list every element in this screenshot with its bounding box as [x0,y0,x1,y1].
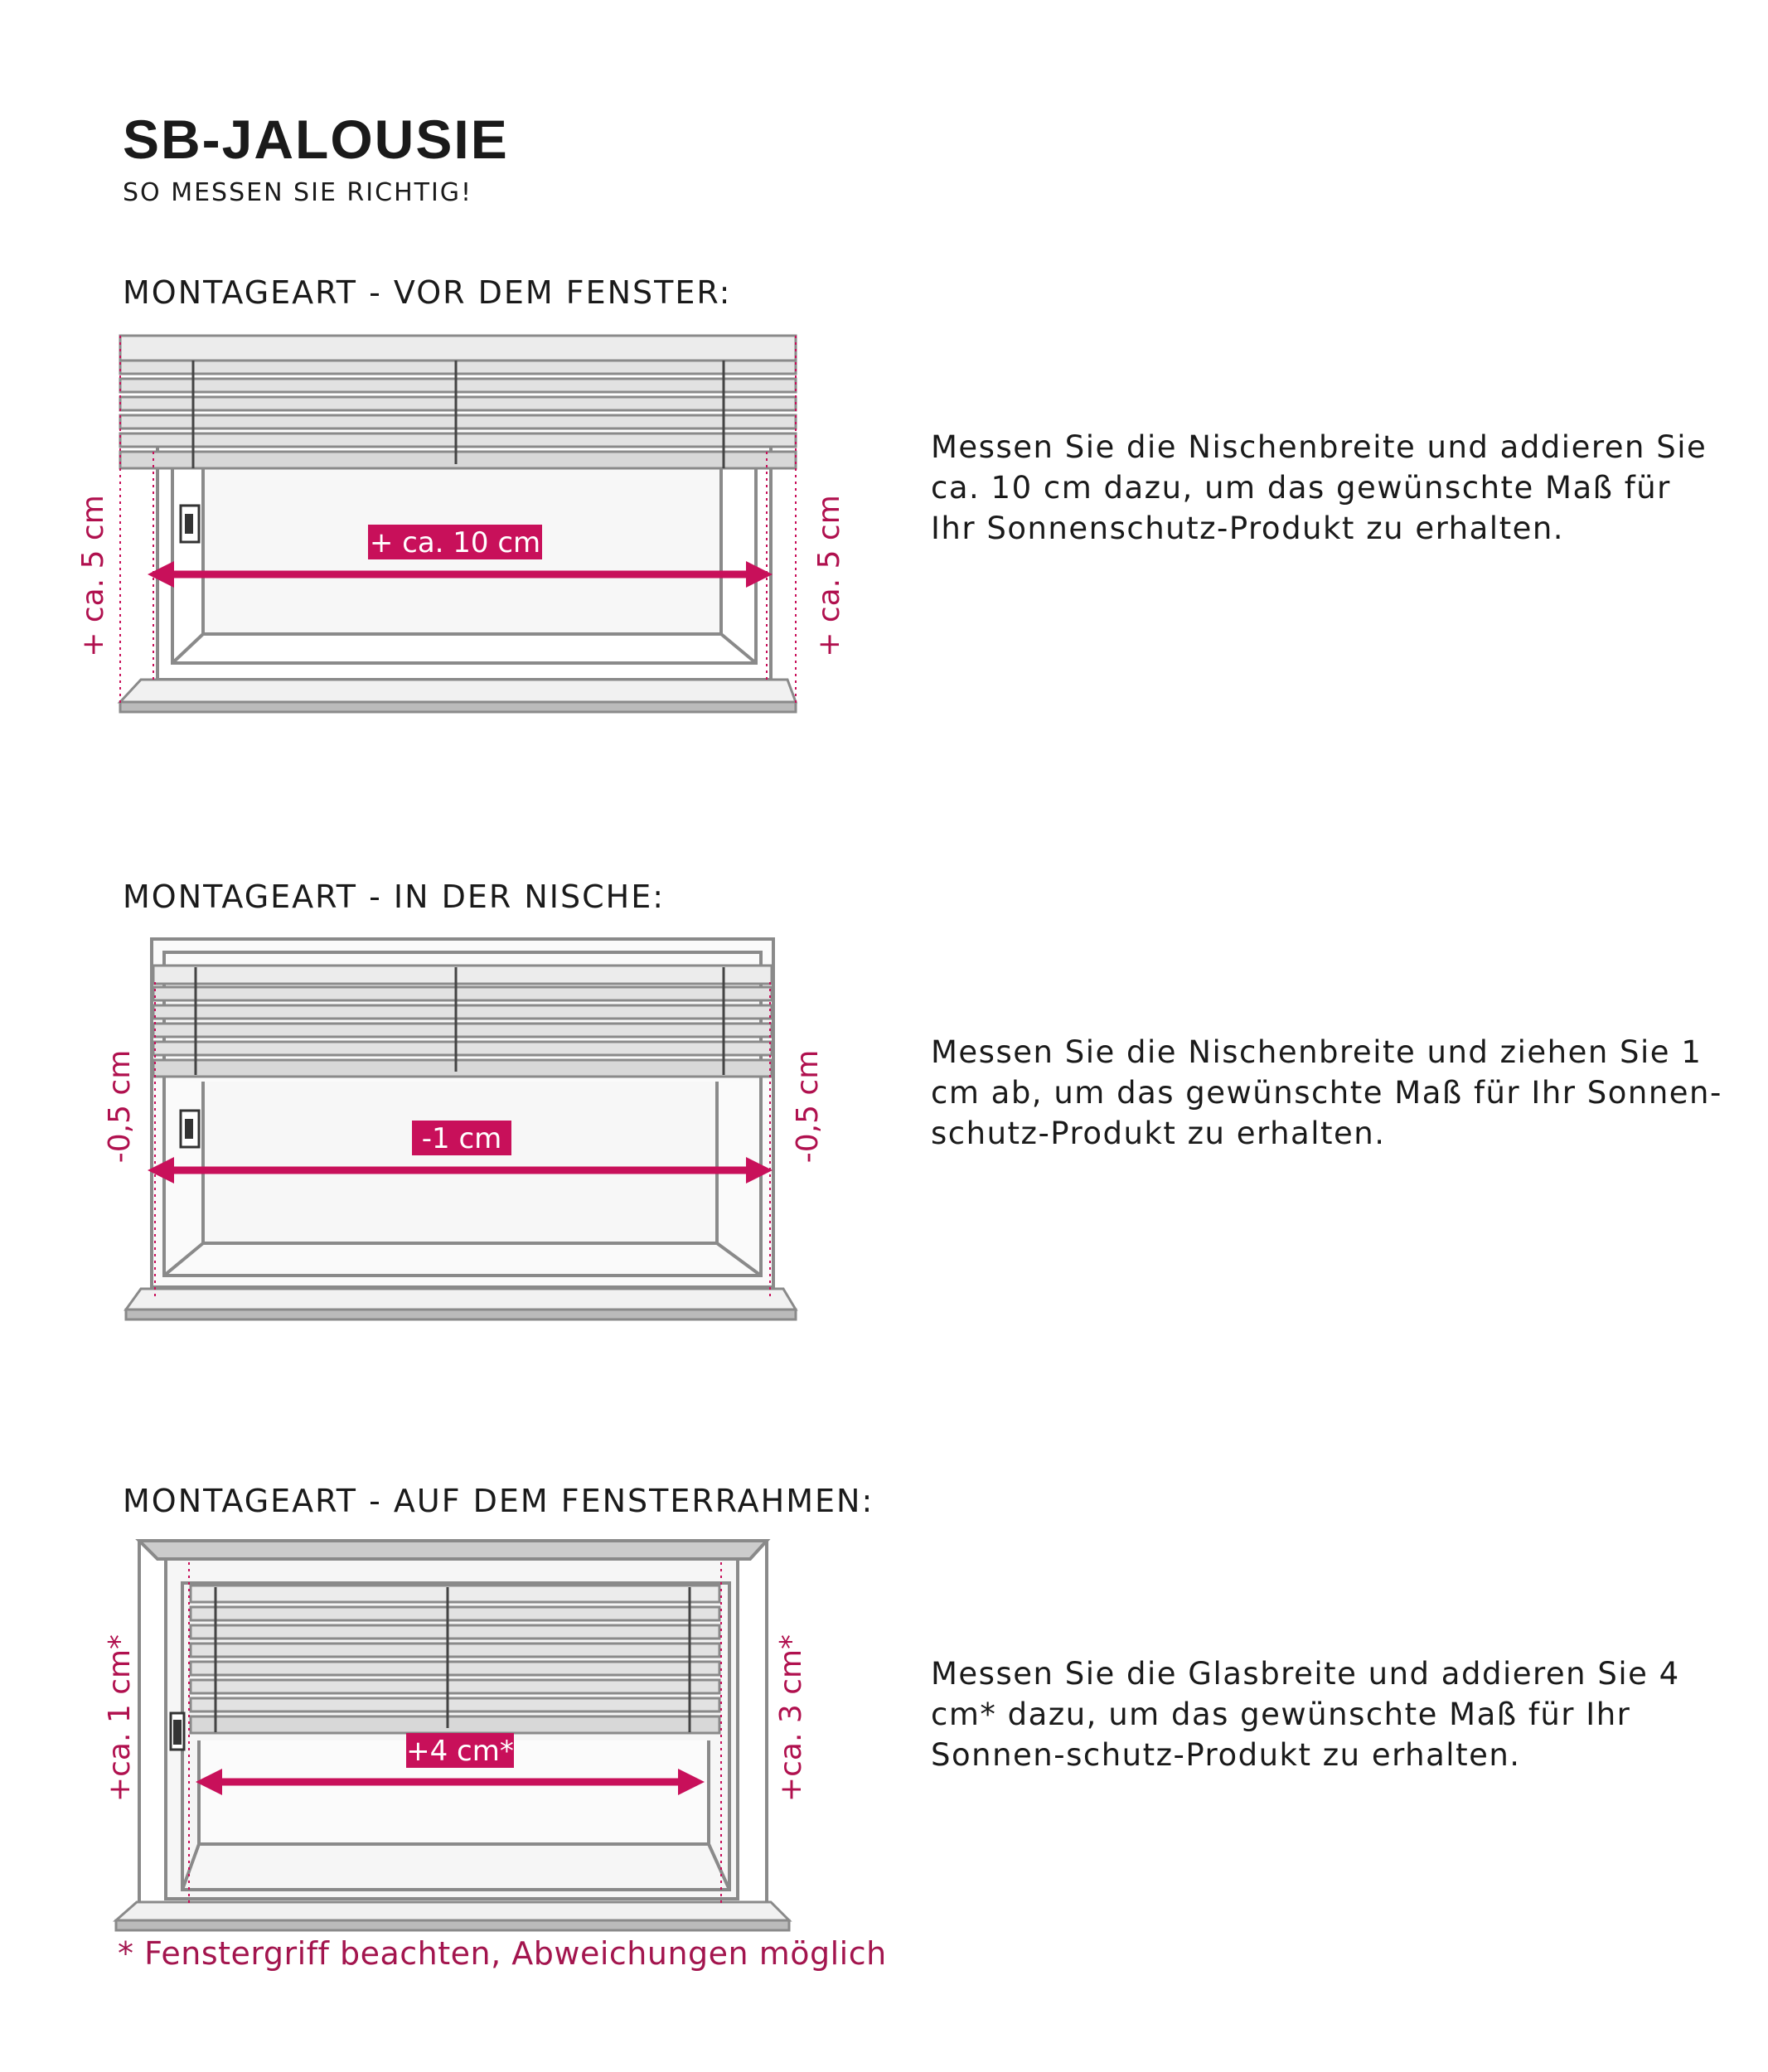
section-heading-vor-dem-fenster: MONTAGEART - VOR DEM FENSTER: [123,274,732,311]
width-label: +4 cm* [406,1735,514,1768]
window-sill [120,680,796,712]
window-sill [126,1289,796,1319]
window-handle-icon [181,506,199,542]
right-offset-label: -0,5 cm [791,1049,825,1164]
diagram-auf-dem-fensterrahmen [0,1537,862,1935]
window-sill [116,1902,789,1930]
venetian-blind [120,336,796,468]
diagram-vor-dem-fenster [0,327,862,742]
left-offset-label: -0,5 cm [103,1049,137,1164]
footnote: * Fenstergriff beachten, Abweichungen möglich [118,1935,887,1972]
section-heading-auf-dem-fensterrahmen: MONTAGEART - AUF DEM FENSTERRAHMEN: [123,1483,874,1519]
diagram-in-der-nische [0,932,862,1330]
page-title: SB-JALOUSIE [123,109,509,170]
right-offset-label: + ca. 5 cm [812,495,846,657]
left-offset-label: +ca. 1 cm* [103,1634,137,1803]
width-label: + ca. 10 cm [369,526,541,559]
window-handle-icon [181,1111,199,1147]
description-vor-dem-fenster: Messen Sie die Nischenbreite und addieren Sie ca. 10 cm dazu, um das gewünschte Maß für Ihr Sonnenschutz-Produkt zu erhalten. [931,429,1707,546]
section-heading-in-der-nische: MONTAGEART - IN DER NISCHE: [123,879,666,915]
width-label: -1 cm [421,1122,502,1155]
description-auf-dem-fensterrahmen: Messen Sie die Glasbreite und addieren Sie 4 cm* dazu, um das gewünschte Maß für Ihr Sonnen-schutz-Produkt zu erhalten. [931,1656,1680,1773]
right-offset-label: +ca. 3 cm* [774,1634,808,1803]
window-handle-icon [171,1713,184,1750]
left-offset-label: + ca. 5 cm [76,495,110,657]
page-subtitle: SO MESSEN SIE RICHTIG! [123,178,473,207]
description-in-der-nische: Messen Sie die Nischenbreite und ziehen Sie 1 cm ab, um das gewünschte Maß für Ihr Sonnen-schutz-Produkt zu erhalten. [931,1034,1722,1151]
